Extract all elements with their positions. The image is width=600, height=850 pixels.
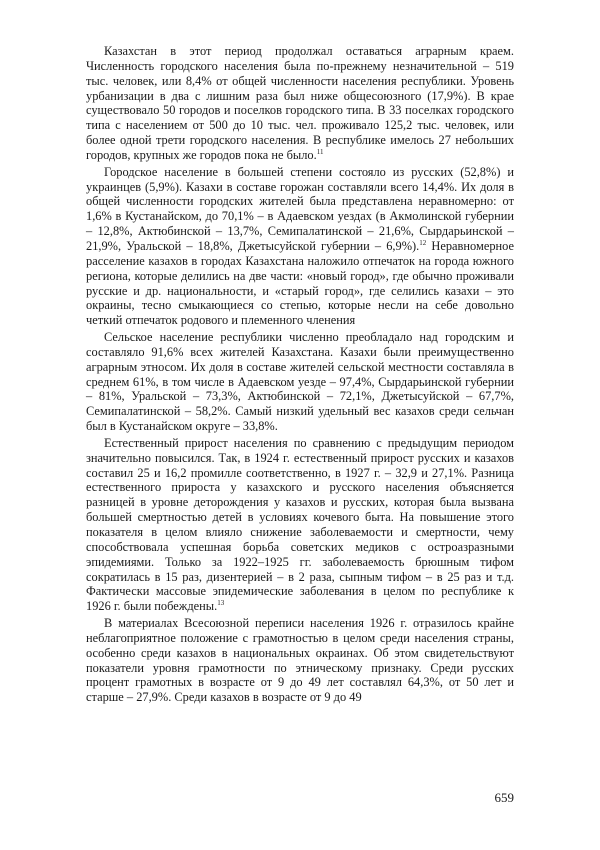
- paragraph-literacy: В материалах Всесоюзной переписи населения 1926 г. отразилось крайне неблагоприятное положение с грамотностью в целом среди населения страны, особенно среди казахов в национальных окраинах. Об этом свидетельствуют показатели уровня грамотности по этническому признаку. Среди русских процент грамотных в возрасте от 9 до 49 лет составлял 64,3%, от 50 лет и старше – 27,9%. Среди казахов в возрасте от 9 до 49: [86, 616, 514, 705]
- document-page: [86, 44, 514, 707]
- paragraph-rural-population: Сельское население республики численно преобладало над городским и составляло 91,6% всех жителей Казахстана. Казахи были преимущественно аграрным этносом. Их доля в составе жителей сельской местности составляла в среднем 61%, в том числе в Адаевском уезде – 97,4%, Сырдарьинской губернии – 81%, Уральской – 73,3%, Актюбинской – 72,1%, Джетысуйской – 67,7%, Семипалатинской – 58,2%. Самый низкий удельный вес казахов среди сельчан был в Кустанайском округе – 33,8%.: [86, 330, 514, 434]
- paragraph-urbanization: Казахстан в этот период продолжал оставаться аграрным краем. Численность городского населения была по-прежнему незначительной – 519 тыс. человек, или 8,4% от общей численности населения республики. Уровень урбанизации в два с лишним раза был ниже общесоюзного (17,9%). В крае существовало 50 городов и поселков городского типа. В 33 поселках городского типа с населением от 500 до 10 тыс. чел. проживало 125,2 тыс. человек, или более одной трети городского населения. В республике имелось 27 небольших городов, крупных же городов пока не было.$^{11}$: [86, 44, 514, 162]
- footnote-ref-12[interactable]: 12: [419, 238, 427, 247]
- paragraph-urban-population: Городское население в большей степени состояло из русских (52,8%) и украинцев (5,9%). Казахи в составе горожан составляли всего 14,4%. Их доля в общей численности городских жителей была представлена неравномерно: от 1,6% в Кустанайском, до 70,1% – в Адаевском уездах (в Акмолинской губернии – 12,8%, Актюбинской – 13,7%, Семипалатинской – 21,6%, Сырдарьинской – 21,9%, Уральской – 18,8%, Джетысуйской губернии – 6,9%).$^{12}$ Неравномерное расселение казахов в городах Казахстана наложило отпечаток на города южного региона, которые делились на две части: «новый город», где обычно проживали русские и др. национальности, и «старый город», где селились казахи – это окраины, тесно смыкающиеся со степью, которые несли на себе довольно четкий отпечаток родового и племенного членения: [86, 164, 514, 328]
- paragraph-natural-growth: Естественный прирост населения по сравнению с предыдущим периодом значительно повысился. Так, в 1924 г. естественный прирост русских и казахов составил 25 и 16,2 промилле соответственно, в 1927 г. – 32,9 и 27,1%. Разница естественного прироста у казахского и русского населения объясняется разницей в уровне деторождения у казахов и русских, которая была вызвана большей смертностью детей в условиях кочевого быта. На повышение этого показателя в целом влияло снижение заболеваемости и смертности, чему способствовала успешная борьба советских медиков с остроазразными эпидемиями. Только за 1922–1925 гг. заболеваемость брюшным тифом сократилась в 15 раз, дизентерией – в 2 раза, сыпным тифом – в 25 раз и т.д. Фактически массовые эпидемические заболевания в целом по республике к 1926 г. были побеждены.$^{13}$: [86, 435, 514, 614]
- footnote-ref-11[interactable]: 11: [316, 147, 324, 156]
- footnote-ref-13[interactable]: 13: [217, 599, 225, 608]
- page-number: 659: [494, 790, 514, 805]
